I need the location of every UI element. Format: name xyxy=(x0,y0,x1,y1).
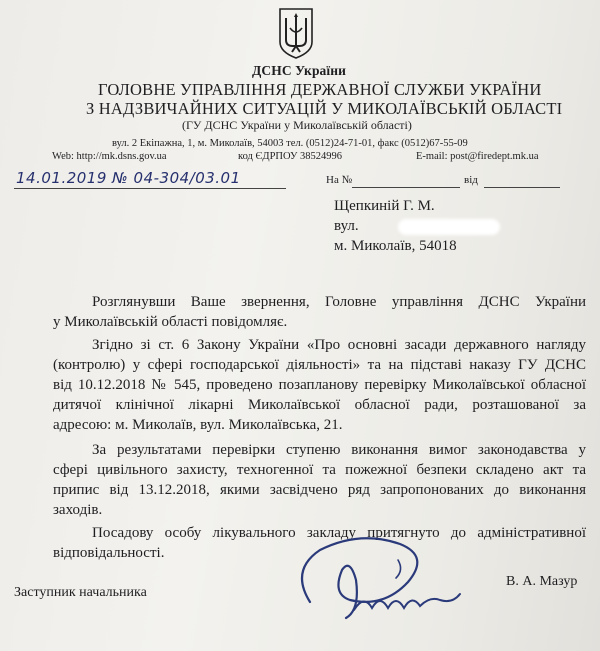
paragraph-3-line-3: припис від 13.12.2018, якими засвідчено ряд запропонованих до виконання xyxy=(53,482,586,498)
agency-name-line2: З НАДЗВИЧАЙНИХ СИТУАЦІЙ У МИКОЛАЇВСЬКІЙ ОБЛАСТІ xyxy=(86,99,563,118)
paragraph-2-line-5: адресою: м. Миколаїв, вул. Миколаївська, 21. xyxy=(53,417,343,433)
agency-edrpou: код ЄДРПОУ 38524996 xyxy=(238,151,343,162)
recipient-name: Щепкиній Г. М. xyxy=(334,198,435,214)
incoming-number-label: На № xyxy=(326,174,353,186)
agency-email: E-mail: post@firedept.mk.ua xyxy=(416,151,539,162)
paragraph-1-line-1: Розглянувши Ваше звернення, Головне управління ДСНС України xyxy=(92,294,586,310)
paragraph-4-line-1: Посадову особу лікувального закладу притягнуто до адміністративної xyxy=(92,525,586,541)
paragraph-4-line-2: відповідальності. xyxy=(53,545,165,561)
recipient-city: м. Миколаїв, 54018 xyxy=(334,238,457,254)
signatory-position: Заступник начальника xyxy=(14,585,147,600)
recipient-street: вул. xyxy=(334,218,359,234)
paragraph-3-line-1: За результатами перевірки ступеню виконання вимог законодавства у xyxy=(92,442,586,458)
signatory-name: В. А. Мазур xyxy=(506,574,578,589)
handwritten-signature xyxy=(280,530,470,630)
outgoing-reference-underline xyxy=(14,188,286,189)
outgoing-reference-handwritten: 14.01.2019 № 04-304/03.01 xyxy=(16,169,241,187)
agency-name-line1: ГОЛОВНЕ УПРАВЛІННЯ ДЕРЖАВНОЇ СЛУЖБИ УКРАЇНИ xyxy=(98,80,542,99)
incoming-number-line xyxy=(352,187,460,188)
paragraph-2-line-3: від 10.12.2018 № 545, проведено позапланову перевірку Миколаївської обласної xyxy=(53,377,586,393)
incoming-date-label: від xyxy=(464,174,478,186)
agency-name-line3: (ГУ ДСНС України у Миколаївській області) xyxy=(182,118,412,132)
paragraph-3-line-2: сфері цивільного захисту, техногенної та пожежної безпеки складено акт та xyxy=(53,462,586,478)
paragraph-2-line-1: Згідно зі ст. 6 Закону України «Про основні засади державного нагляду xyxy=(92,337,586,353)
paragraph-1-line-2: у Миколаївській області повідомляє. xyxy=(53,314,288,330)
incoming-date-line xyxy=(484,187,560,188)
agency-web: Web: http://mk.dsns.gov.ua xyxy=(52,151,167,162)
paragraph-2-line-2: (контролю) у сфері господарської діяльності» та на підставі наказу ГУ ДСНС xyxy=(53,357,586,373)
paragraph-2-line-4: дитячої клінічної лікарні Миколаївської обласної ради, розташованої за xyxy=(53,397,586,413)
paragraph-3-line-4: заходів. xyxy=(53,502,103,518)
coat-of-arms-icon xyxy=(276,6,316,60)
agency-address: вул. 2 Екіпажна, 1, м. Миколаїв, 54003 тел. (0512)24-71-01, факс (0512)67-55-09 xyxy=(112,138,468,149)
redacted-address xyxy=(398,219,500,235)
agency-short-name: ДСНС України xyxy=(252,63,347,78)
